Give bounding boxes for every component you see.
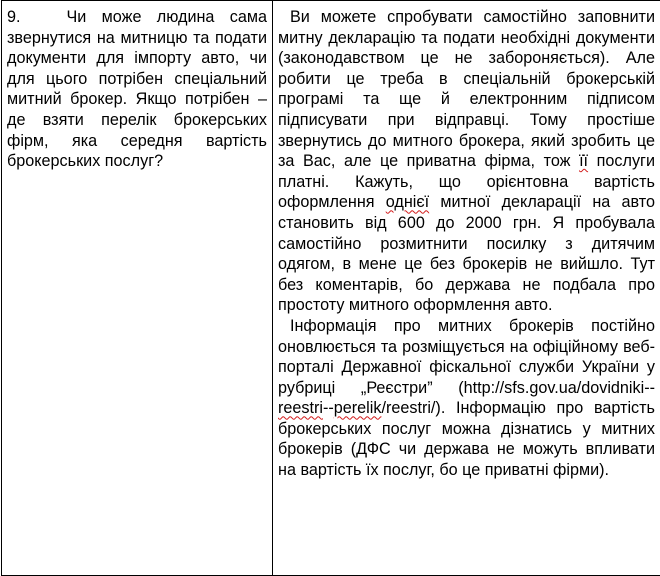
answer-cell bbox=[273, 1, 660, 576]
spellcheck-word: однієї bbox=[386, 193, 429, 211]
table-row bbox=[2, 1, 660, 576]
answer-text: Інформація про митних брокерів постійно оновлюється та розміщується на офіційному веб-порталі Державної фіскальної служби України у рубриці „Реєстри” (http://sfs.gov.ua/dovidniki-- bbox=[278, 317, 655, 397]
question-text: Чи може людина сама звернутися на митницю та подати документи для імпорту авто, чи для цього потрібен спеціальний митний брокер. Якщо потрібен – де взяти перелік брокерських фірм, яка середня вартість брокерських послуг? bbox=[7, 8, 267, 170]
question-paragraph bbox=[7, 7, 267, 172]
question-number: 9. bbox=[7, 8, 21, 26]
spellcheck-word: її bbox=[579, 152, 588, 170]
answer-text: -- bbox=[323, 399, 334, 417]
spellcheck-word: perelik bbox=[334, 399, 382, 417]
answer-text: послуги платні. Кажуть, що орієнтовна вартість оформлення bbox=[278, 152, 655, 211]
answer-text: митної декларації на авто становить від 600 до 2000 грн. Я пробувала самостійно розмитнити посилку з дитячим одягом, в мене це без брокерів не вийшло. Тут без коментарів, бо держава не подбала про простоту митного оформлення авто. bbox=[278, 193, 655, 314]
answer-text: Ви можете спробувати самостійно заповнити митну декларацію та подати необхідні документи (законодавством це не забороняється). Але робити це треба в спеціальній брокерській програмі та ще й електронним підписом підписувати при відправці. Тому простіше звернутись до митного брокера, який зробить це за Вас, але це приватна фірма, тож bbox=[278, 8, 655, 170]
question-cell bbox=[2, 1, 273, 576]
answer-paragraph-1 bbox=[278, 7, 655, 316]
answer-text: /reestri/). Інформацію про вартість брокерських послуг можна дізнатись у митних брокерів (ДФС чи держава не можуть впливати на вартість їх послуг, бо це приватні фірми). bbox=[278, 399, 655, 479]
qa-table bbox=[1, 0, 660, 576]
spellcheck-word: reestri bbox=[278, 399, 323, 417]
answer-paragraph-2 bbox=[278, 316, 655, 481]
